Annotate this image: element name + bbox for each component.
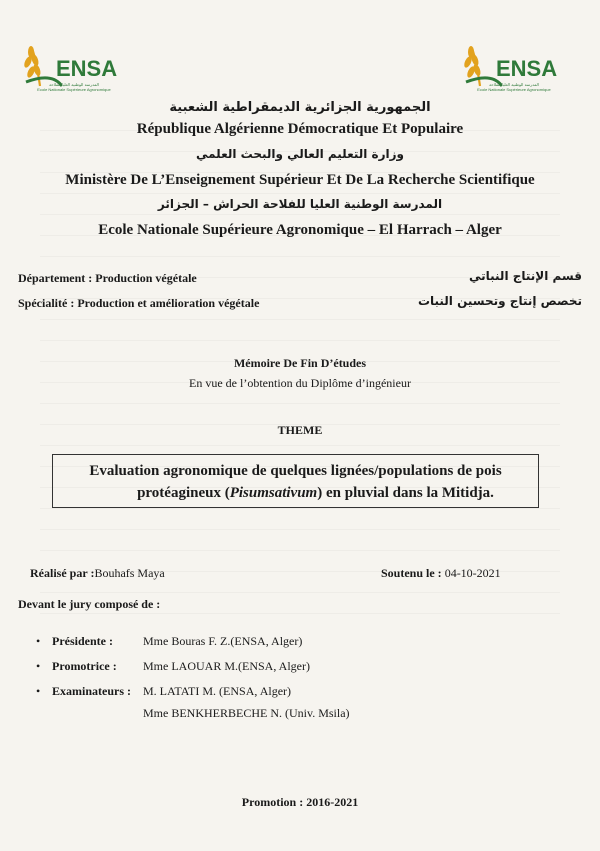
presidente-label: Présidente : [52,634,113,648]
theme-line2-suffix: ) en pluvial dans la Mitidja. [317,485,494,501]
theme-box [52,454,539,508]
author-line [30,566,165,581]
speciality-label: Spécialité : Production et amélioration végétale [18,296,260,310]
memoire-title: Mémoire De Fin D’études [233,356,367,370]
logo-wordmark: ENSA [496,56,558,81]
author-name: Bouhafs Maya [94,566,165,580]
theme-line2-prefix: protéagineux ( [137,485,230,501]
examinateurs-label: Examinateurs : [52,684,131,698]
bullet-icon: • [36,659,41,673]
promotrice-label: Promotrice : [52,659,117,673]
promotrice-name: Mme LAOUAR M.(ENSA, Alger) [143,659,310,673]
presidente-name: Mme Bouras F. Z.(ENSA, Alger) [143,634,303,648]
theme-title-line1: Evaluation agronomique de quelques lignées/populations de pois [89,463,502,479]
school-title: Ecole Nationale Supérieure Agronomique – El Harrach – Alger [98,222,502,238]
author-label: Réalisé par : [30,566,95,580]
republic-title: République Algérienne Démocratique Et Populaire [136,121,464,137]
theme-title-line2 [53,485,538,502]
department-arabic: قسم الإنتاج النباتي [468,269,582,283]
department-label: Département : Production végétale [18,271,197,285]
logo-subtitle: Ecole Nationale Supérieure Agronomique [477,87,551,92]
species-name: Pisumsativum [229,485,318,501]
arabic-ministry-title: وزارة التعليم العالي والبحث العلمي [195,147,405,161]
logo-subtitle: Ecole Nationale Supérieure Agronomique [37,87,111,92]
ensa-logo-left [22,42,122,102]
promotion-line: Promotion : 2016-2021 [241,795,359,809]
defense-date: 04-10-2021 [444,566,501,580]
ensa-logo-right [462,42,562,102]
examinateur-1-name: M. LATATI M. (ENSA, Alger) [143,684,292,698]
logo-arabic-subtitle: المدرسة الوطنية العليا للفلاحة [489,82,539,87]
memoire-subtitle: En vue de l’obtention du Diplôme d’ingénieur [189,376,411,390]
examinateur-2-name: Mme BENKHERBECHE N. (Univ. Msila) [143,706,350,720]
defense-label: Soutenu le : [381,566,442,580]
defense-line [381,566,501,581]
arabic-republic-title: الجمهورية الجزائرية الديمقراطية الشعبية [169,100,431,115]
theme-label: THEME [277,423,323,437]
bullet-icon: • [36,634,41,648]
arabic-school-title: المدرسة الوطنية العليا للفلاحة الحراش – الجزائر [157,197,443,211]
bullet-icon: • [36,684,41,698]
jury-intro: Devant le jury composé de : [18,597,161,611]
speciality-arabic: تخصص إنتاج وتحسين النبات [417,294,582,308]
ministry-title: Ministère De L’Enseignement Supérieur Et De La Recherche Scientifique [65,172,535,188]
logo-wordmark: ENSA [56,56,118,81]
logo-arabic-subtitle: المدرسة الوطنية العليا للفلاحة [49,82,99,87]
